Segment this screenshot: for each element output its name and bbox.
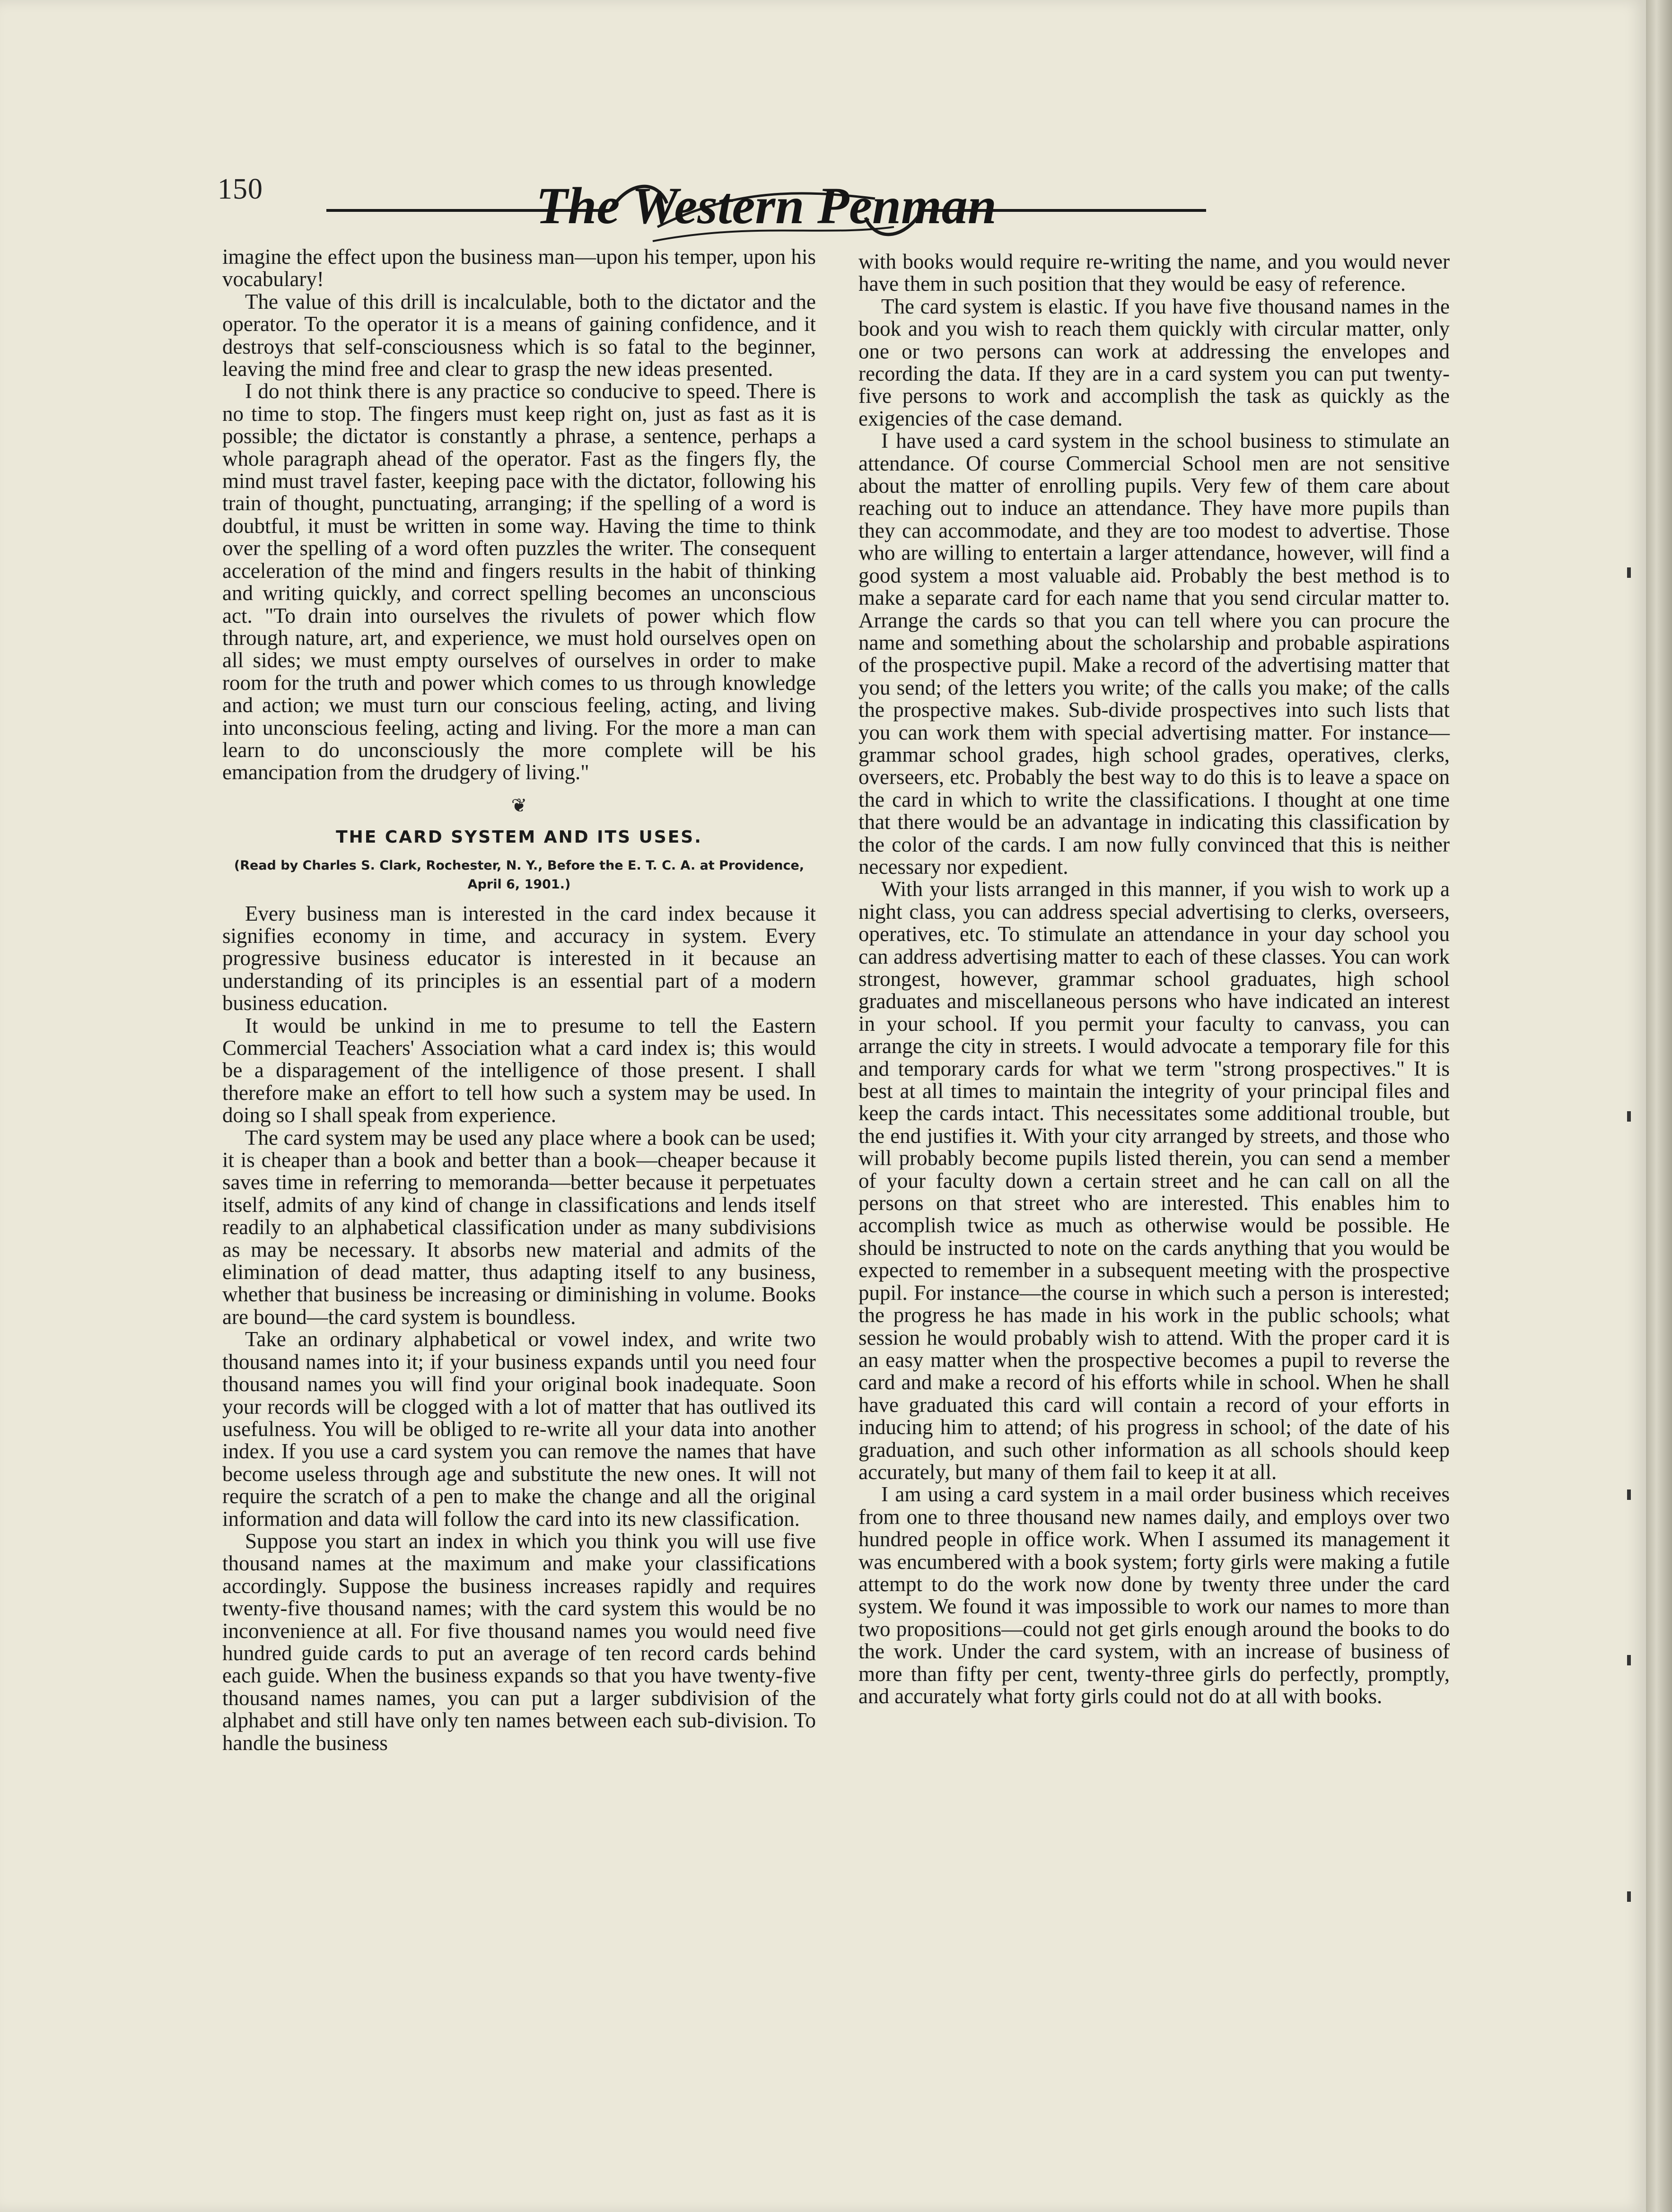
paragraph: Suppose you start an index in which you think you will use five thousand names at the maximum and make your classifications accordingly. Suppose the business increases rapidly and requires twenty-five thousand names; with the card system this would be no inconvenience at all. For five thousand names you would need five hundred guide cards to put an average of ten record cards behind each guide. When the business expands so that you have twenty-five thousand names names, you can put a larger subdivision of the alphabet and still have only ten names between each sub-division. To handle the business [222,1529,816,1755]
paragraph: It would be unkind in me to presume to tell the Eastern Commercial Teachers' Association what a card index is; this would be a disparagement of the intelligence of those present. I shall therefore make an effort to tell how such a system may be used. In doing so I shall speak from experience. [222,1013,816,1127]
margin-mark [1627,1489,1631,1500]
paragraph: The value of this drill is incalculable, both to the dictator and the operator. To the operator it is a means of gaining confidence, and it destroys that self-consciousness which is so fatal to the beginner, leaving the mind free and clear to grasp the new ideas presented. [222,289,816,381]
article-title: THE CARD SYSTEM AND ITS USES. [336,827,702,847]
section-ornament: ❦ [511,794,527,816]
paragraph: with books would require re-writing the name, and you would never have them in such position that they would be easy of reference. [858,250,1450,296]
paragraph: Every business man is interested in the card index because it signifies economy in time, and accuracy in system. Every progressive business educator is interested in it because an understanding of its principles is an essential part of a modern business education. [222,901,816,1015]
margin-marks [1627,567,1641,1939]
margin-mark [1627,567,1631,578]
paragraph: With your lists arranged in this manner, if you wish to work up a night class, you can address special advertising to clerks, overseers, operatives, etc. To stimulate an attendance in your day school you can address advertising matter to each of these classes. You can work strongest, however, grammar school graduates, high school graduates and miscellaneous persons who have indicated an interest in your school. If you permit your faculty to canvass, you can arrange the city in streets. I would advocate a temporary file for this and temporary cards for what we term "strong prospectives." It is best at all times to maintain the integrity of your principal files and keep the cards intact. This necessitates some additional trouble, but the end justifies it. With your city arranged by streets, and those who will probably become pupils listed therein, you can send a member of your faculty down a certain street and he can call on all the persons on that street who are interested. This enables him to accomplish twice as much as otherwise would be possible. He should be instructed to note on the cards anything that you would be expected to remember in a subsequent meeting with the prospective pupil. For instance—the course in which such a person is interested; the progress he has made in his work in the public schools; what session he would probably wish to attend. With the proper card it is an easy matter when the prospective becomes a pupil to reverse the card and make a record of his efforts while in school. When he shall have graduated this card will contain a record of your efforts in inducing him to attend; of his progress in school; of the date of his graduation, and such other information as all schools should keep accurately, but many of them fail to keep it at all. [858,877,1450,1484]
margin-mark [1627,1891,1631,1902]
masthead-logo [326,170,1206,251]
paragraph: I am using a card system in a mail order business which receives from one to three thousand new names daily, and employs over two hundred people in office work. When I assumed its management it was encumbered with a book system; forty girls were making a futile attempt to do the work now done by twenty three under the card system. We found it was impossible to work our names to more than two propositions—could not get girls enough around the books to do the work. Under the card system, with an increase of business of more than fifty per cent, twenty-three girls do perfectly, promptly, and accurately what forty girls could not do at all with books. [858,1482,1450,1708]
paragraph: imagine the effect upon the business man—upon his temper, upon his vocabulary! [222,245,816,291]
paragraph: The card system may be used any place where a book can be used; it is cheaper than a book and better than a book—cheaper because it saves time in referring to memoranda—better because it perpetuates itself, admits of any kind of change in classifications and lends itself readily to an alphabetical classification under as many subdivisions as may be necessary. It absorbs new material and admits of the elimination of dead matter, thus adapting itself to any business, whether that business be increasing or diminishing in volume. Books are bound—the card system is boundless. [222,1125,816,1329]
masthead-title: The Western Penman [536,177,997,235]
page-number: 150 [218,173,263,205]
book-spine-edge [1646,0,1672,2212]
right-column [858,251,1450,1707]
masthead-flourish [326,170,1206,251]
paragraph: I do not think there is any practice so conducive to speed. There is no time to stop. The fingers must keep right on, just as fast as it is possible; the dictator is constantly a phrase, a sentence, perhaps a whole paragraph ahead of the operator. Fast as the fingers fly, the mind must travel faster, keeping pace with the dictator, following his train of thought, punctuating, arranging; if the spelling of a word is doubtful, it must be written in some way. Having the time to think over the spelling of a word often puzzles the writer. The consequent acceleration of the mind and fingers results in the habit of thinking and writing quickly, and correct spelling becomes an unconscious act. "To drain into ourselves the rivulets of power which flow through nature, art, and experience, we must hold ourselves open on all sides; we must empty ourselves of ourselves in order to make room for the truth and power which comes to us through knowledge and action; we must turn our conscious feeling, acting, and living into unconscious feeling, acting and living. For the more a man can learn to do unconsciously the more complete will be his emancipation from the drudgery of living." [222,379,816,784]
margin-mark [1627,1111,1631,1122]
left-column [222,246,816,1754]
paragraph: Take an ordinary alphabetical or vowel index, and write two thousand names into it; if your business expands until you need four thousand names you will find your original book inadequate. Soon your records will be clogged with a lot of matter that has outlived its usefulness. You will be obliged to re-write all your data into another index. If you use a card system you can remove the names that have become useless through age and substitute the new ones. It will not require the scratch of a pen to make the change and all the original information and data will follow the card into its new classification. [222,1327,816,1531]
paragraph: I have used a card system in the school business to stimulate an attendance. Of course Commercial School men are not sensitive about the matter of enrolling pupils. Very few of them care about reaching out to induce an attendance. They have more pupils than they can accommodate, and they are too modest to advertise. Those who are willing to entertain a larger attendance, however, will find a good system a most valuable aid. Probably the best method is to make a separate card for each name that you send circular matter to. Arrange the cards so that you can tell where you can procure the name and something about the scholarship and probable aspirations of the prospective pupil. Make a record of the advertising matter that you send; of the letters you write; of the calls you make; of the calls the prospective makes. Sub-divide prospectives into such lists that you can work them with special advertising matter. For instance—grammar school grades, high school grades, operatives, clerks, overseers, etc. Probably the best way to do this is to leave a space on the card in which to write the classifications. I thought at one time that there would be an advantage in indicating this classification by the color of the cards. I am now fully convinced that this is neither necessary nor expedient. [858,429,1450,879]
article-byline: (Read by Charles S. Clark, Rochester, N. Y., Before the E. T. C. A. at Providence, April 6, 1901.) [234,858,805,892]
paragraph: The card system is elastic. If you have five thousand names in the book and you wish to reach them quickly with circular matter, only one or two persons can work at addressing the envelopes and recording the data. If they are in a card system you can put twenty-five persons to work and accomplish the task as quickly as the exigencies of the case demand. [858,294,1450,430]
margin-mark [1627,1655,1631,1665]
